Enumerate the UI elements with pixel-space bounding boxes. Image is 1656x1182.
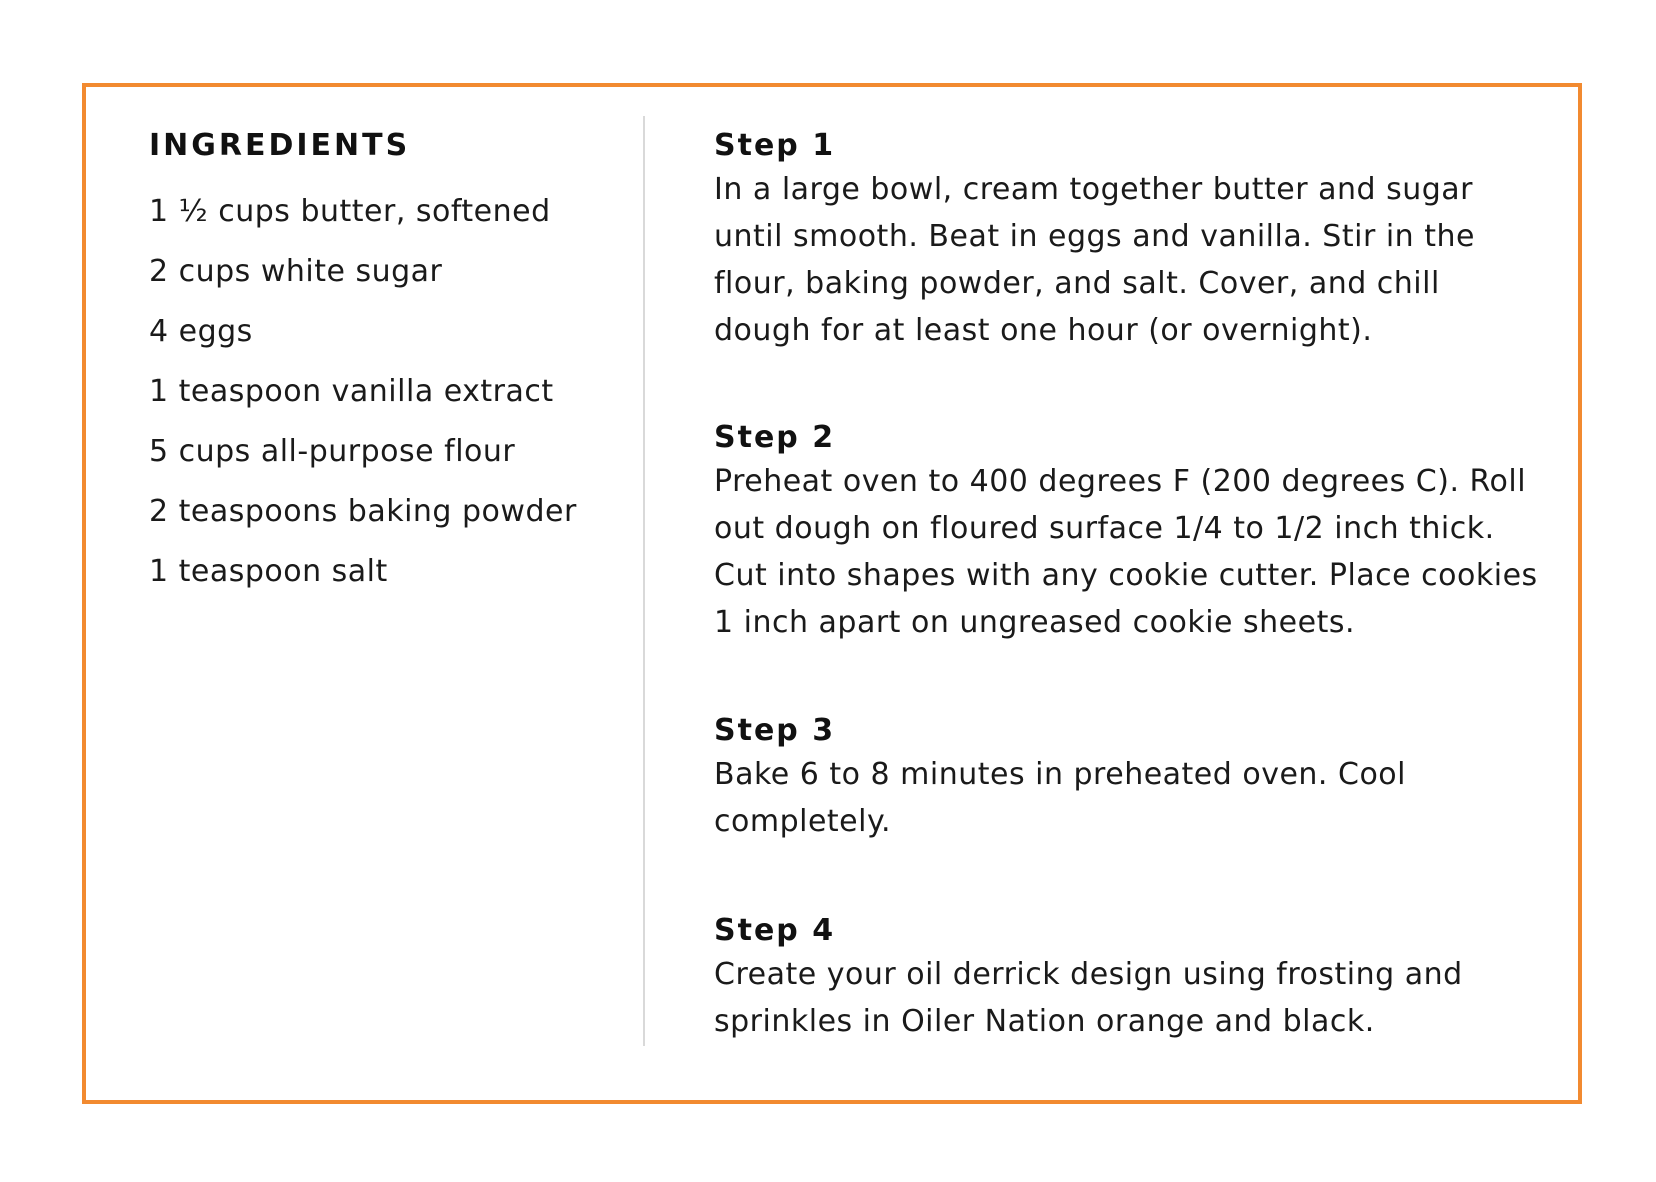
step-1: [714, 126, 1564, 354]
ingredient-item: 1 teaspoon salt: [149, 554, 388, 589]
step-title: Step 3: [714, 713, 836, 748]
step-line: Create your oil derrick design using frosting and: [714, 957, 1463, 992]
step-line: out dough on floured surface 1/4 to 1/2 inch thick.: [714, 511, 1495, 546]
step-text: [714, 951, 1564, 1045]
ingredients-list: [149, 182, 619, 602]
step-line: Preheat oven to 400 degrees F (200 degrees C). Roll: [714, 464, 1527, 499]
step-line: sprinkles in Oiler Nation orange and black.: [714, 1004, 1375, 1039]
ingredients-title: INGREDIENTS: [149, 128, 411, 163]
ingredients-section: [149, 126, 619, 602]
step-line: Cut into shapes with any cookie cutter. Place cookies: [714, 558, 1538, 593]
step-text: [714, 166, 1564, 354]
step-text: [714, 458, 1564, 646]
step-line: 1 inch apart on ungreased cookie sheets.: [714, 605, 1356, 640]
step-line: completely.: [714, 804, 891, 839]
step-line: flour, baking powder, and salt. Cover, and chill: [714, 266, 1440, 301]
ingredient-item: 1 ½ cups butter, softened: [149, 194, 551, 229]
ingredient-item: 2 cups white sugar: [149, 254, 443, 289]
step-line: dough for at least one hour (or overnight).: [714, 313, 1373, 348]
step-2: [714, 418, 1564, 646]
ingredient-item: 2 teaspoons baking powder: [149, 494, 577, 529]
step-line: Bake 6 to 8 minutes in preheated oven. Cool: [714, 757, 1406, 792]
step-4: [714, 911, 1564, 1045]
step-title: Step 1: [714, 128, 836, 163]
step-line: until smooth. Beat in eggs and vanilla. Stir in the: [714, 219, 1475, 254]
column-divider: [643, 116, 645, 1046]
step-title: Step 4: [714, 913, 836, 948]
step-line: In a large bowl, cream together butter and sugar: [714, 172, 1473, 207]
ingredient-item: 1 teaspoon vanilla extract: [149, 374, 554, 409]
step-text: [714, 751, 1564, 845]
ingredient-item: 4 eggs: [149, 314, 253, 349]
step-title: Step 2: [714, 420, 836, 455]
step-3: [714, 711, 1564, 845]
ingredient-item: 5 cups all-purpose flour: [149, 434, 516, 469]
